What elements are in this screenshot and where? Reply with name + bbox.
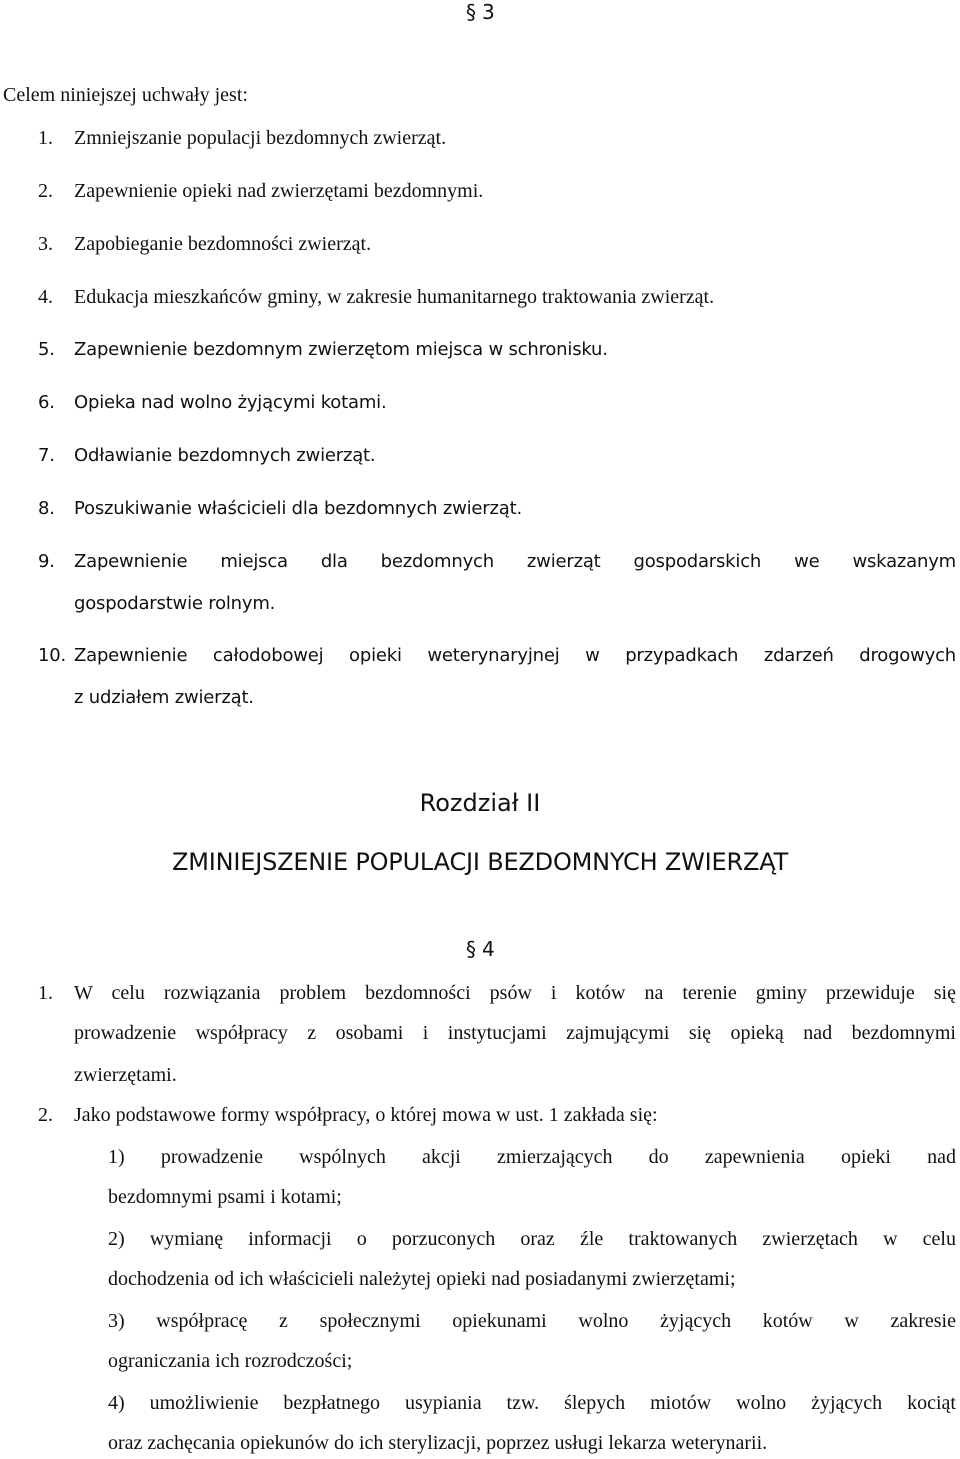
list-text: Opieka nad wolno żyjącymi kotami. (74, 392, 387, 413)
paragraph-line: zwierzętami. (74, 1064, 177, 1086)
paragraph-number: 1. (38, 982, 53, 1004)
sub-item-line: 4) umożliwienie bezpłatnego usypiania tzw. ślepych miotów wolno żyjących kociąt (108, 1392, 956, 1414)
list-text: Zapewnienie opieki nad zwierzętami bezdomnymi. (74, 180, 484, 202)
sub-item-line: 2) wymianę informacji o porzuconych oraz źle traktowanych zwierzętach w celu (108, 1228, 956, 1250)
list-text: Poszukiwanie właścicieli dla bezdomnych zwierząt. (74, 498, 522, 519)
list-number: 9. (38, 551, 55, 572)
list-number: 10. (38, 645, 67, 666)
paragraph-line: Jako podstawowe formy współpracy, o której mowa w ust. 1 zakłada się: (74, 1104, 658, 1126)
intro-text: Celem niniejszej uchwały jest: (3, 84, 248, 106)
list-text: Zmniejszanie populacji bezdomnych zwierząt. (74, 127, 447, 149)
paragraph-line: prowadzenie współpracy z osobami i instytucjami zajmującymi się opieką nad bezdomnymi (74, 1022, 956, 1044)
list-text: Zapewnienie bezdomnym zwierzętom miejsca w schronisku. (74, 339, 608, 360)
sub-item-line: 1) prowadzenie wspólnych akcji zmierzających do zapewnienia opieki nad (108, 1146, 956, 1168)
paragraph-number: 2. (38, 1104, 53, 1126)
list-text-continued: z udziałem zwierząt. (74, 687, 254, 708)
sub-item-line: dochodzenia od ich właścicieli należytej opieki nad posiadanymi zwierzętami; (108, 1268, 736, 1290)
list-number: 5. (38, 339, 55, 360)
list-number: 3. (38, 233, 53, 255)
list-number: 4. (38, 286, 53, 308)
list-number: 6. (38, 392, 55, 413)
sub-item-line: 3) współpracę z społecznymi opiekunami wolno żyjących kotów w zakresie (108, 1310, 956, 1332)
list-text: Edukacja mieszkańców gminy, w zakresie humanitarnego traktowania zwierząt. (74, 286, 715, 308)
sub-item-line: ograniczania ich rozrodczości; (108, 1350, 353, 1372)
list-text: Zapewnienie miejsca dla bezdomnych zwierząt gospodarskich we wskazanym (74, 551, 956, 572)
paragraph-line: W celu rozwiązania problem bezdomności psów i kotów na terenie gminy przewiduje się (74, 982, 956, 1004)
chapter-subtitle: ZMINIEJSZENIE POPULACJI BEZDOMNYCH ZWIERZĄT (171, 848, 789, 876)
chapter-title: Rozdział II (419, 789, 541, 817)
section-3-marker: § 3 (466, 0, 495, 24)
sub-item-line: oraz zachęcania opiekunów do ich sterylizacji, poprzez usługi lekarza weterynarii. (108, 1432, 768, 1454)
list-number: 8. (38, 498, 55, 519)
list-text: Zapewnienie całodobowej opieki weterynaryjnej w przypadkach zdarzeń drogowych (74, 645, 956, 666)
list-text-continued: gospodarstwie rolnym. (74, 593, 276, 614)
section-4-marker: § 4 (466, 937, 495, 961)
list-text: Zapobieganie bezdomności zwierząt. (74, 233, 372, 255)
sub-item-line: bezdomnymi psami i kotami; (108, 1186, 342, 1208)
list-number: 2. (38, 180, 53, 202)
list-text: Odławianie bezdomnych zwierząt. (74, 445, 376, 466)
list-number: 7. (38, 445, 55, 466)
list-number: 1. (38, 127, 53, 149)
